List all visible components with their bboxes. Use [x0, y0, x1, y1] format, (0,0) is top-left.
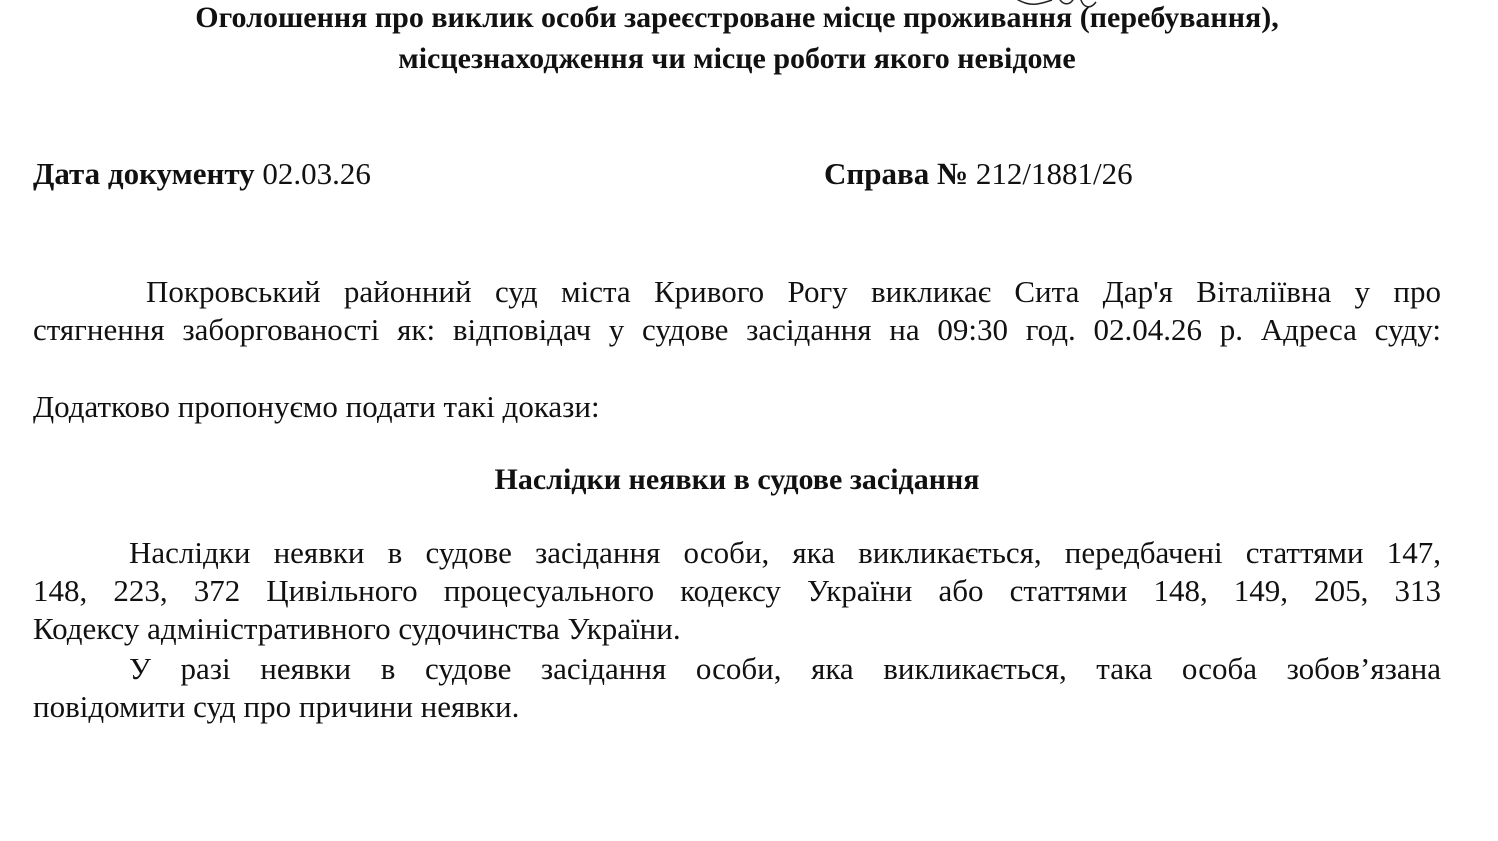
notice-line-2: повідомити суд про причини неявки. [33, 689, 520, 724]
consequences-heading-text: Наслідки неявки в судове засідання [494, 463, 980, 496]
consequences-line-1: Наслідки неявки в судове засідання особи, яка викликається, передбачені статтями 147, [129, 535, 1441, 570]
consequences-line-2: 148, 223, 372 Цивільного процесуального кодексу України або статтями 148, 149, 205, 313 [33, 573, 1441, 608]
document-date [33, 155, 371, 193]
evidence-paragraph: Додатково пропонуємо подати такі докази: [33, 389, 600, 424]
document-title-line2: місцезнаходження чи місце роботи якого невідоме [398, 42, 1076, 75]
document-date-label: Дата документу [33, 156, 255, 191]
summons-paragraph [33, 273, 1441, 349]
document-date-value: 02.03.26 [262, 156, 371, 191]
case-number [824, 155, 1133, 193]
consequences-paragraph [33, 534, 1441, 648]
consequences-line-3: Кодексу адміністративного судочинства України. [33, 611, 681, 646]
summons-line-1: Покровський районний суд міста Кривого Рогу викликає Сита Дар'я Віталіївна у про [146, 274, 1441, 309]
summons-line-2: стягнення заборгованості як: відповідач у судове засідання на 09:30 год. 02.04.26 р. Адреса суду: [33, 312, 1441, 347]
consequences-heading [0, 461, 1498, 499]
notice-line-1: У разі неявки в судове засідання особи, яка викликається, така особа зобов’язана [129, 651, 1441, 686]
notice-paragraph [33, 650, 1441, 726]
document-title-line1: Оголошення про виклик особи зареєстроване місце проживання (перебування), [195, 1, 1279, 34]
case-number-label: Справа № [824, 156, 969, 191]
case-number-value: 212/1881/26 [975, 156, 1133, 191]
